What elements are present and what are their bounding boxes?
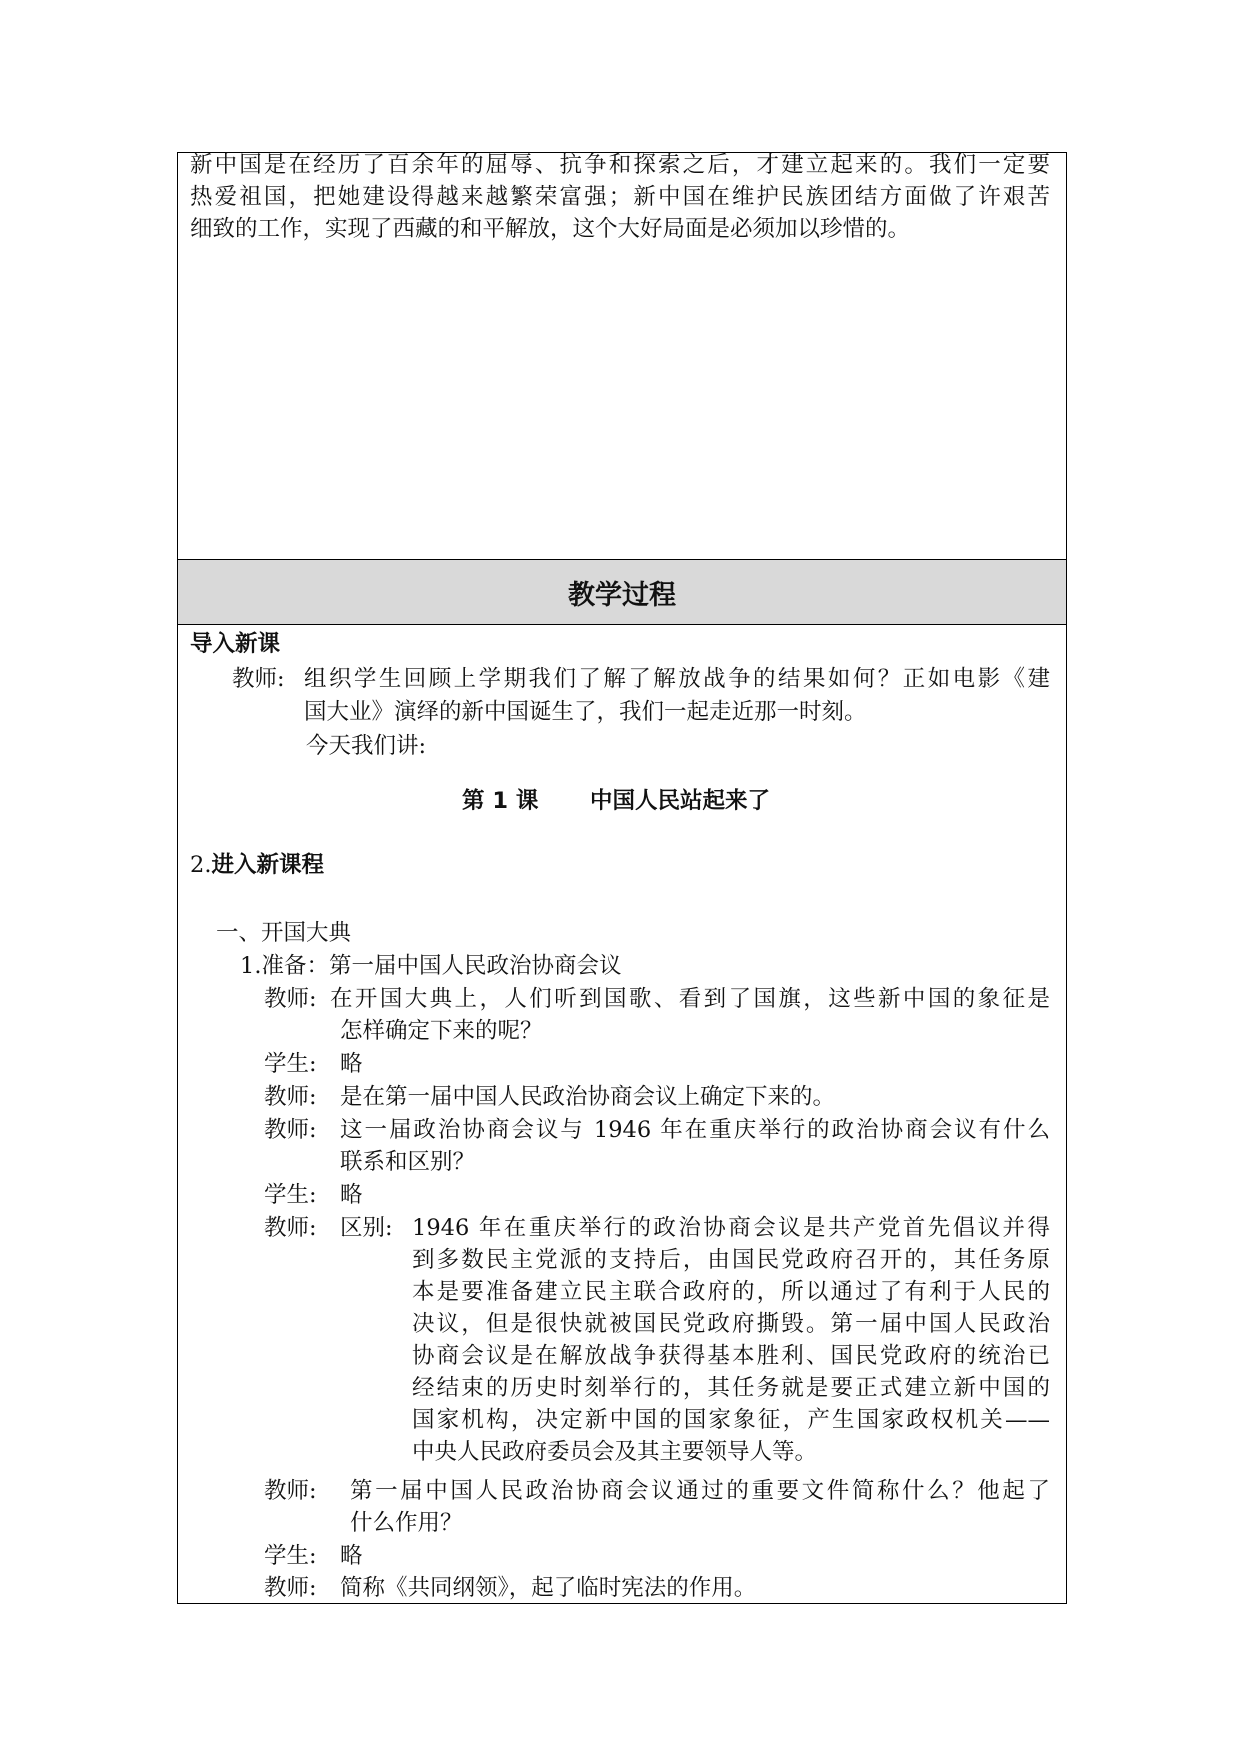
- lead-speaker: 教师:: [232, 666, 285, 692]
- dialogue-line: 到多数民主党派的支持后，由国民党政府召开的，其任务原: [412, 1247, 1050, 1273]
- lead-line-3: 今天我们讲:: [306, 733, 427, 759]
- dialogue-line: 国家机构，决定新中国的国家象征，产生国家政权机关——: [412, 1407, 1050, 1433]
- speaker-label: 教师:: [264, 986, 317, 1012]
- intro-line-2: 热爱祖国，把她建设得越来越繁荣富强；新中国在维护民族团结方面做了许艰苦: [190, 184, 1050, 210]
- dialogue-line: 略: [340, 1182, 363, 1208]
- dialogue-line: 决议，但是很快就被国民党政府撕毁。第一届中国人民政治: [412, 1311, 1050, 1337]
- dialogue-line: 是在第一届中国人民政治协商会议上确定下来的。: [340, 1084, 836, 1110]
- section-title: 教学过程: [568, 580, 676, 611]
- dialogue-line: 略: [340, 1051, 363, 1077]
- difference-label: 区别:: [340, 1215, 393, 1241]
- dialogue-line: 联系和区别？: [340, 1149, 476, 1175]
- dialogue-line: 第一届中国人民政治协商会议通过的重要文件简称什么？他起了: [350, 1478, 1050, 1504]
- speaker-label: 教师:: [264, 1215, 317, 1241]
- dialogue-line: 协商会议是在解放战争获得基本胜利、国民党政府的统治已: [412, 1343, 1050, 1369]
- dialogue-line: 略: [340, 1543, 363, 1569]
- intro-line-1: 新中国是在经历了百余年的屈辱、抗争和探索之后，才建立起来的。我们一定要: [190, 152, 1050, 178]
- dialogue-line: 1946 年在重庆举行的政治协商会议是共产党首先倡议并得: [412, 1215, 1050, 1241]
- lead-line-2: 国大业》演绎的新中国诞生了，我们一起走近那一时刻。: [304, 699, 867, 725]
- lead-heading: 导入新课: [190, 631, 281, 657]
- dialogue-line: 中央人民政府委员会及其主要领导人等。: [412, 1439, 818, 1465]
- lead-line-1: 组织学生回顾上学期我们了解了解放战争的结果如何？正如电影《建: [304, 666, 1050, 692]
- dialogue-line: 本是要准备建立民主联合政府的，所以通过了有利于人民的: [412, 1279, 1050, 1305]
- part1-sub1: 1.准备：第一届中国人民政治协商会议: [240, 953, 622, 979]
- progress-heading-number: 2.进入新课程: [190, 852, 324, 878]
- speaker-label: 学生:: [264, 1543, 317, 1569]
- intro-line-3: 细致的工作，实现了西藏的和平解放，这个大好局面是必须加以珍惜的。: [190, 216, 911, 242]
- speaker-label: 教师:: [264, 1084, 317, 1110]
- progress-heading: 进入新课程: [211, 852, 324, 878]
- speaker-label: 教师:: [264, 1575, 317, 1601]
- dialogue-line: 怎样确定下来的呢？: [340, 1018, 543, 1044]
- speaker-label: 教师:: [264, 1478, 317, 1504]
- speaker-label: 教师:: [264, 1117, 317, 1143]
- lesson-number: 第 1 课: [462, 788, 539, 814]
- dialogue-line: 简称《共同纲领》，起了临时宪法的作用。: [340, 1575, 757, 1601]
- lesson-name: 中国人民站起来了: [590, 788, 771, 814]
- part1-title: 一、开国大典: [216, 920, 352, 946]
- dialogue-line: 这一届政治协商会议与 1946 年在重庆举行的政治协商会议有什么: [340, 1117, 1050, 1143]
- speaker-label: 学生:: [264, 1051, 317, 1077]
- dialogue-line: 在开国大典上，人们听到国歌、看到了国旗，这些新中国的象征是: [330, 986, 1050, 1012]
- dialogue-line: 经结束的历史时刻举行的，其任务就是要正式建立新中国的: [412, 1375, 1050, 1401]
- dialogue-line: 什么作用？: [350, 1510, 463, 1536]
- speaker-label: 学生:: [264, 1182, 317, 1208]
